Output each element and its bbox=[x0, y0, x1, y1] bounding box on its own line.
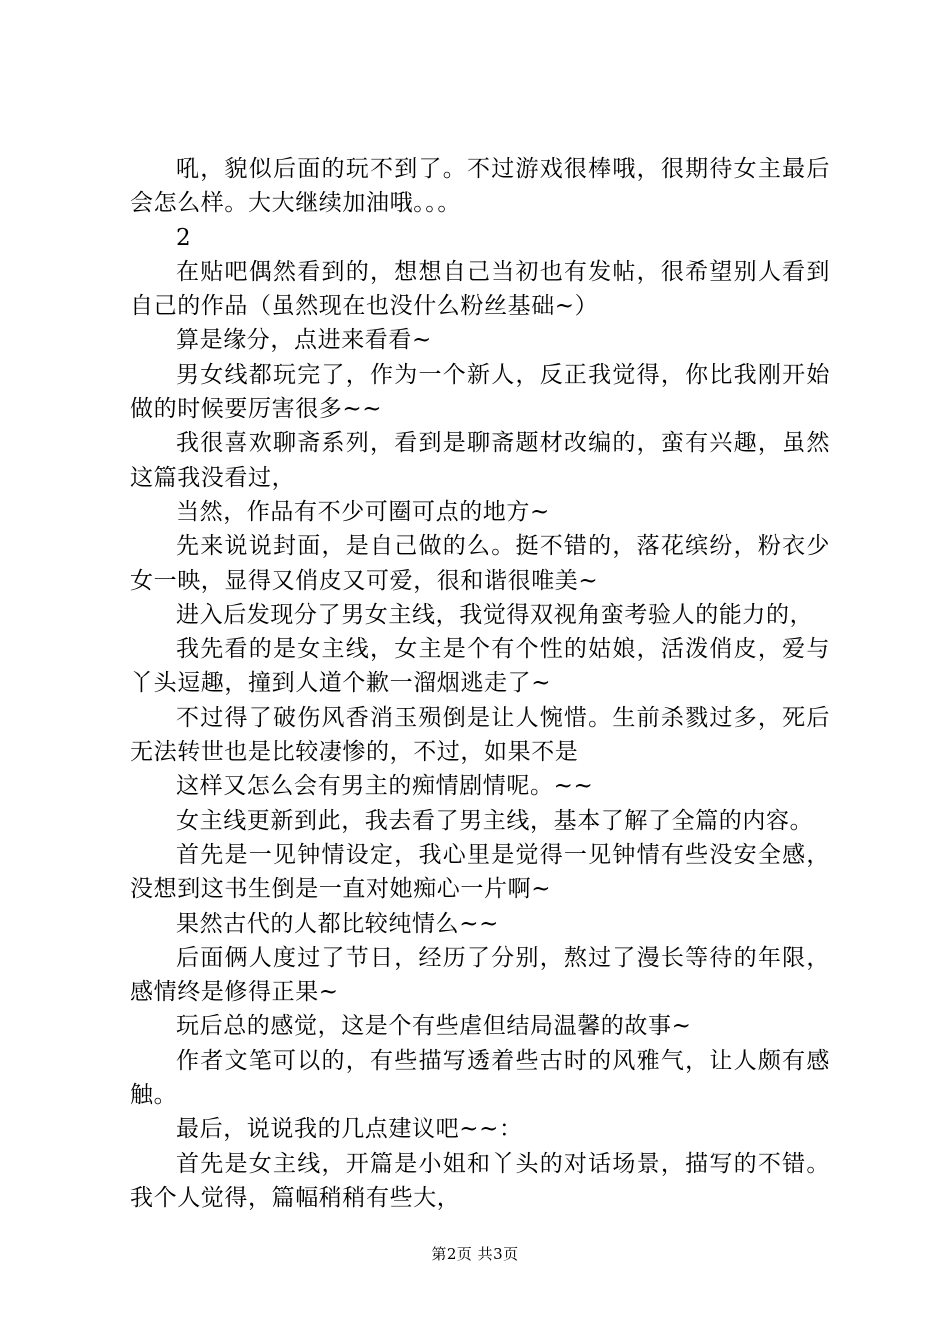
page-number-footer: 第2页 共3页 bbox=[431, 1245, 519, 1263]
paragraph: 作者文笔可以的，有些描写透着些古时的风雅气，让人颇有感触。 bbox=[130, 1047, 830, 1109]
paragraph: 我先看的是女主线，女主是个有个性的姑娘，活泼俏皮，爱与丫头逗趣，撞到人道个歉一溜烟逃走了~ bbox=[130, 636, 830, 697]
paragraph: 这样又怎么会有男主的痴情剧情呢。~~ bbox=[176, 773, 594, 800]
paragraph: 当然，作品有不少可圈可点的地方~ bbox=[176, 498, 550, 525]
paragraph: 2 bbox=[176, 224, 192, 251]
paragraph: 最后，说说我的几点建议吧~~： bbox=[176, 1116, 523, 1143]
paragraph: 果然古代的人都比较纯情么~~ bbox=[176, 910, 499, 937]
paragraph: 首先是一见钟情设定，我心里是觉得一见钟情有些没安全感，没想到这书生倒是一直对她痴心一片啊~ bbox=[130, 841, 830, 903]
paragraph: 算是缘分，点进来看看~ bbox=[176, 327, 432, 354]
paragraph: 进入后发现分了男女主线，我觉得双视角蛮考验人的能力的， bbox=[176, 601, 814, 628]
paragraph: 先来说说封面，是自己做的么。挺不错的，落花缤纷，粉衣少女一映，显得又俏皮又可爱，很和谐很唯美~ bbox=[130, 533, 830, 594]
paragraph: 我很喜欢聊斋系列，看到是聊斋题材改编的，蛮有兴趣，虽然这篇我没看过， bbox=[130, 430, 830, 491]
paragraph: 不过得了破伤风香消玉殒倒是让人惋惜。生前杀戮过多，死后无法转世也是比较凄惨的，不过，如果不是 bbox=[130, 704, 830, 766]
paragraph: 吼，貌似后面的玩不到了。不过游戏很棒哦，很期待女主最后会怎么样。大大继续加油哦。。。 bbox=[130, 156, 830, 217]
paragraph: 玩后总的感觉，这是个有些虐但结局温馨的故事~ bbox=[176, 1013, 692, 1040]
paragraph: 女主线更新到此，我去看了男主线，基本了解了全篇的内容。 bbox=[176, 807, 814, 834]
paragraph: 首先是女主线，开篇是小姐和丫头的对话场景，描写的不错。我个人觉得，篇幅稍稍有些大， bbox=[130, 1150, 830, 1211]
document-body bbox=[130, 152, 830, 1215]
paragraph: 男女线都玩完了，作为一个新人，反正我觉得，你比我刚开始做的时候要厉害很多~~ bbox=[130, 361, 830, 423]
paragraph: 后面俩人度过了节日，经历了分别，熬过了漫长等待的年限，感情终是修得正果~ bbox=[130, 944, 830, 1006]
paragraph: 在贴吧偶然看到的，想想自己当初也有发帖，很希望别人看到自己的作品（虽然现在也没什么粉丝基础~） bbox=[130, 258, 830, 320]
